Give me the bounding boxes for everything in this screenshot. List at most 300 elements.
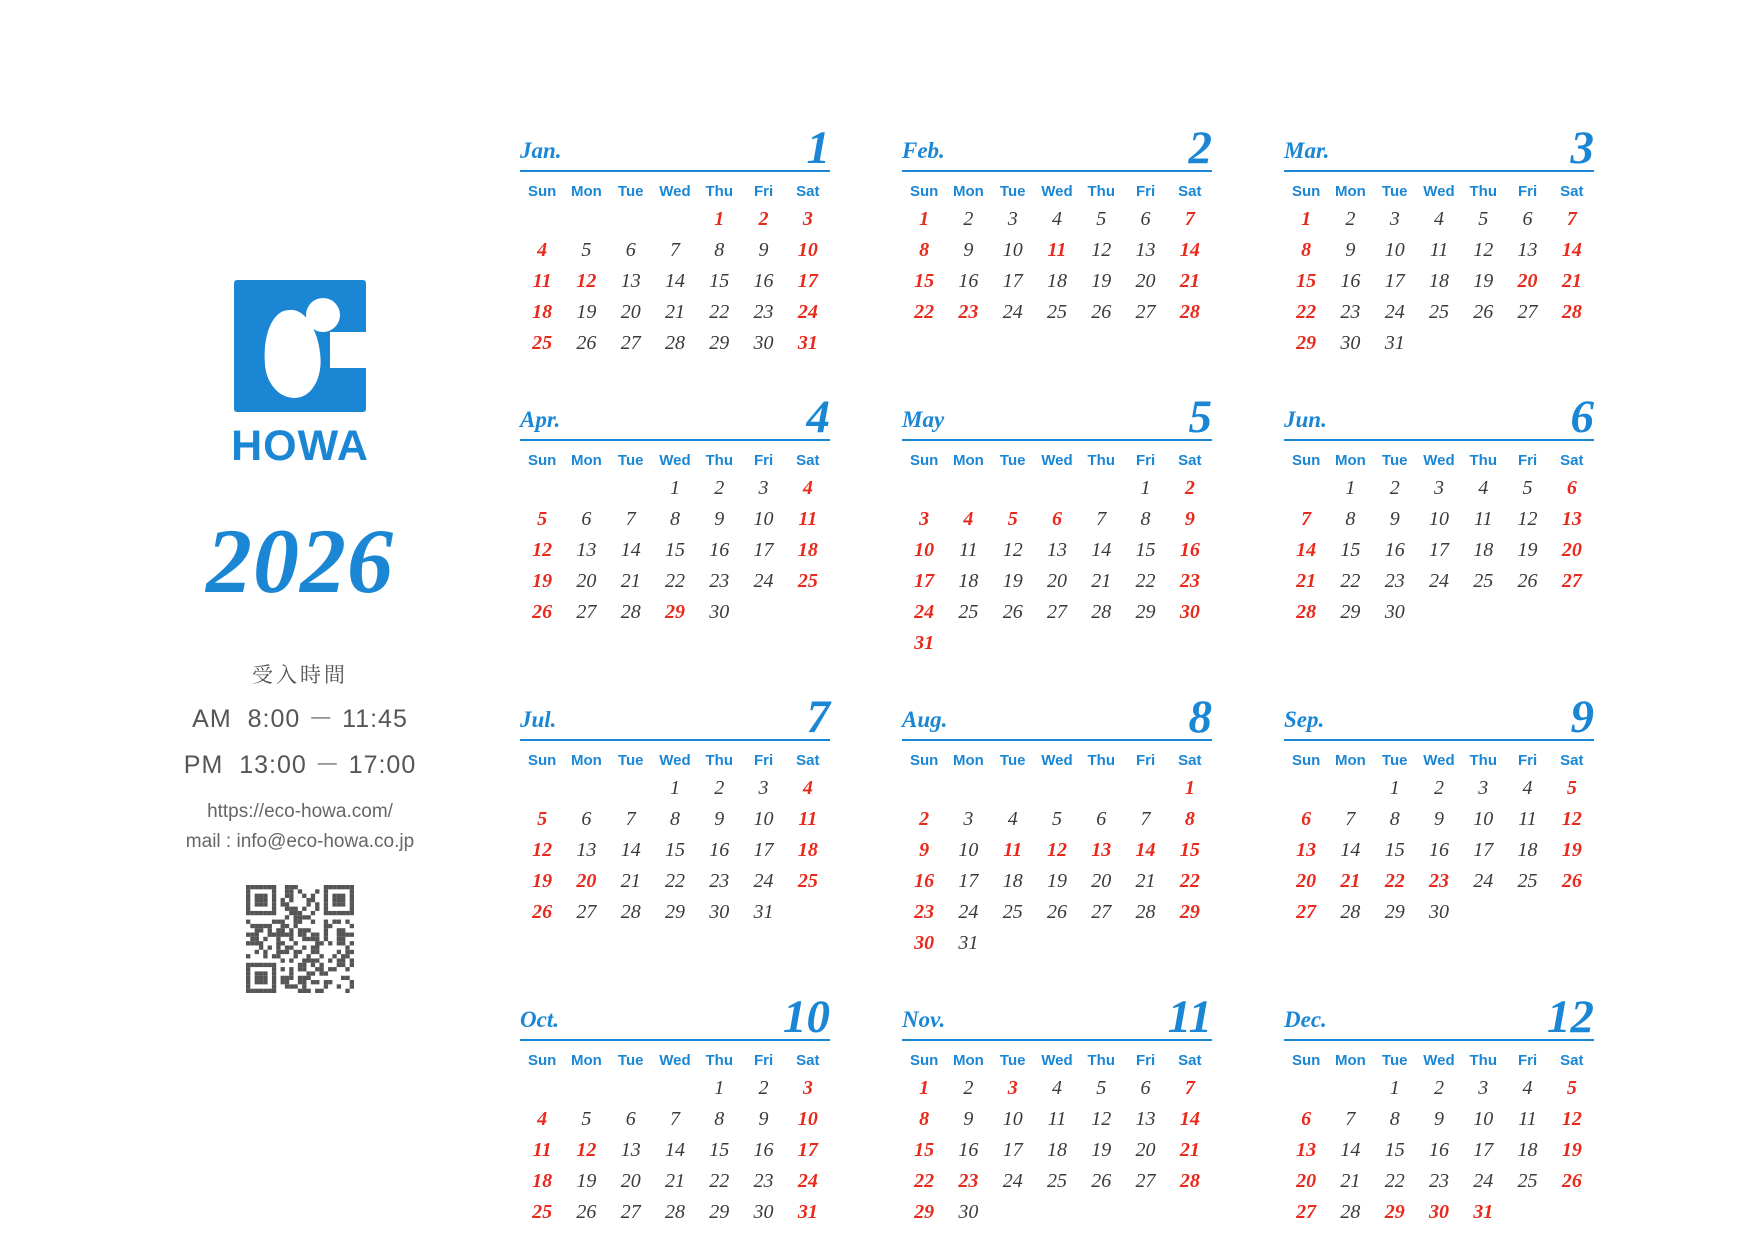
website-url[interactable]: https://eco-howa.com/ (207, 801, 393, 822)
day-cell: 11 (1518, 1108, 1537, 1130)
day-cell: 7 (1140, 808, 1151, 830)
day-cell: 30 (753, 1201, 774, 1223)
holiday-day-cell: 2 (919, 808, 930, 830)
weekday-label: Fri (1135, 452, 1156, 469)
month-number: 11 (1167, 991, 1212, 1043)
weekday-label: Fri (1135, 752, 1156, 769)
holiday-day-cell: 4 (802, 477, 813, 499)
holiday-day-cell: 29 (1296, 332, 1317, 354)
holiday-day-cell: 21 (1179, 1139, 1200, 1161)
month-number: 2 (1188, 122, 1212, 174)
day-cell: 2 (714, 477, 725, 499)
holiday-day-cell: 24 (914, 601, 935, 623)
holiday-day-cell: 22 (1296, 301, 1317, 323)
weekday-label: Tue (617, 183, 644, 200)
day-cell: 10 (1002, 1108, 1023, 1130)
day-cell: 23 (753, 1170, 774, 1192)
week-row (902, 297, 1212, 328)
month-table (1284, 747, 1594, 928)
weekday-label: Mon (571, 183, 602, 200)
month-block (1284, 687, 1594, 959)
week-row (520, 235, 830, 266)
holiday-day-cell: 1 (1184, 777, 1195, 799)
week-row (902, 1135, 1212, 1166)
day-cell: 6 (625, 1108, 636, 1130)
weekday-header-row (520, 747, 830, 773)
day-cell: 12 (1091, 239, 1112, 261)
day-cell: 24 (753, 870, 774, 892)
holiday-day-cell: 23 (1179, 570, 1200, 592)
day-cell: 27 (576, 601, 597, 623)
weekday-label: Sun (909, 1052, 939, 1069)
week-row (902, 504, 1212, 535)
month-name: Jan. (520, 138, 562, 163)
day-cell: 19 (1517, 539, 1538, 561)
month-block (520, 387, 830, 659)
week-row (520, 1135, 830, 1166)
month-table (520, 447, 830, 628)
day-cell: 5 (1478, 208, 1489, 230)
holiday-day-cell: 1 (919, 208, 930, 230)
day-cell: 29 (1384, 901, 1405, 923)
month-name: Aug. (902, 707, 948, 732)
weekday-label: Fri (1517, 752, 1538, 769)
empty-day-cell (1328, 773, 1372, 804)
day-cell: 22 (664, 870, 685, 892)
weekday-label: Thu (705, 183, 734, 200)
day-cell: 30 (753, 332, 774, 354)
day-cell: 8 (1389, 1108, 1400, 1130)
holiday-day-cell: 15 (1179, 839, 1200, 861)
holiday-day-cell: 1 (919, 1077, 930, 1099)
day-cell: 9 (714, 808, 725, 830)
holiday-day-cell: 24 (797, 1170, 818, 1192)
day-cell: 30 (1340, 332, 1361, 354)
day-cell: 15 (1384, 839, 1405, 861)
day-cell: 4 (1007, 808, 1018, 830)
holiday-day-cell: 12 (1561, 808, 1582, 830)
day-cell: 18 (1517, 1139, 1538, 1161)
week-row (902, 473, 1212, 504)
day-cell: 14 (1340, 839, 1361, 861)
day-cell: 24 (1428, 570, 1449, 592)
empty-day-cell (1035, 1197, 1079, 1228)
holiday-day-cell: 21 (1340, 870, 1361, 892)
empty-day-cell (1168, 628, 1212, 659)
holiday-day-cell: 25 (532, 1201, 553, 1223)
week-row (1284, 1073, 1594, 1104)
week-row (520, 297, 830, 328)
day-cell: 5 (1522, 477, 1533, 499)
day-cell: 14 (1340, 1139, 1361, 1161)
holiday-day-cell: 14 (1561, 239, 1582, 261)
day-cell: 18 (1428, 270, 1449, 292)
empty-day-cell (1079, 928, 1123, 959)
day-cell: 24 (753, 570, 774, 592)
weekday-label: Mon (953, 452, 984, 469)
day-cell: 28 (664, 1201, 685, 1223)
holiday-day-cell: 12 (532, 539, 553, 561)
week-row (1284, 473, 1594, 504)
week-row (902, 535, 1212, 566)
empty-day-cell (609, 473, 653, 504)
day-cell: 29 (709, 1201, 730, 1223)
weekday-header-row (902, 1047, 1212, 1073)
empty-day-cell (564, 204, 608, 235)
week-row (520, 773, 830, 804)
month-name: Sep. (1284, 707, 1325, 732)
holiday-day-cell: 16 (914, 870, 935, 892)
holiday-day-cell: 25 (532, 332, 553, 354)
day-cell: 28 (620, 901, 641, 923)
day-cell: 8 (669, 508, 680, 530)
day-cell: 5 (581, 1108, 592, 1130)
weekday-label: Wed (1041, 183, 1073, 200)
day-cell: 6 (1096, 808, 1107, 830)
day-cell: 9 (1433, 1108, 1444, 1130)
holiday-day-cell: 31 (797, 332, 818, 354)
day-cell: 27 (576, 901, 597, 923)
month-block (1284, 387, 1594, 659)
day-cell: 27 (1135, 301, 1156, 323)
hours-am-value: 8:00 － 11:45 (247, 705, 408, 733)
holiday-day-cell: 6 (1301, 1108, 1312, 1130)
month-name: Feb. (902, 138, 945, 163)
weekday-header-row (1284, 447, 1594, 473)
day-cell: 22 (1384, 1170, 1405, 1192)
day-cell: 16 (958, 270, 979, 292)
qr-code-icon[interactable] (246, 885, 354, 993)
day-cell: 9 (1389, 508, 1400, 530)
weekday-label: Sat (1178, 752, 1202, 769)
day-cell: 2 (1389, 477, 1400, 499)
weekday-header-row (520, 178, 830, 204)
empty-day-cell (1461, 597, 1505, 628)
day-cell: 18 (958, 570, 979, 592)
week-row (520, 835, 830, 866)
day-cell: 25 (958, 601, 979, 623)
day-cell: 24 (1002, 301, 1023, 323)
month-header (902, 118, 1212, 172)
week-row (1284, 566, 1594, 597)
day-cell: 21 (1091, 570, 1112, 592)
month-block (1284, 987, 1594, 1228)
week-row (1284, 328, 1594, 359)
empty-day-cell (520, 204, 564, 235)
hours-pm-label: PM (183, 751, 224, 779)
day-cell: 10 (753, 508, 774, 530)
day-cell: 4 (1433, 208, 1444, 230)
day-cell: 27 (620, 332, 641, 354)
day-cell: 25 (1428, 301, 1449, 323)
holiday-day-cell: 19 (1561, 839, 1582, 861)
holiday-day-cell: 2 (1184, 477, 1195, 499)
day-cell: 22 (664, 570, 685, 592)
day-cell: 16 (1340, 270, 1361, 292)
logo-notch-shape (330, 332, 366, 368)
day-cell: 18 (1046, 1139, 1067, 1161)
weekday-label: Fri (1135, 183, 1156, 200)
day-cell: 18 (1517, 839, 1538, 861)
holiday-day-cell: 4 (537, 1108, 548, 1130)
weekday-label: Fri (1517, 452, 1538, 469)
day-cell: 11 (1429, 239, 1449, 261)
week-row (1284, 773, 1594, 804)
weekday-label: Mon (953, 752, 984, 769)
weekday-label: Wed (1423, 1052, 1455, 1069)
weekday-label: Mon (1335, 183, 1366, 200)
day-cell: 7 (1345, 808, 1356, 830)
weekday-header-row (902, 178, 1212, 204)
day-cell: 25 (1046, 301, 1067, 323)
holiday-day-cell: 6 (1051, 508, 1062, 530)
day-cell: 6 (1140, 1077, 1151, 1099)
day-cell: 24 (1473, 1170, 1494, 1192)
day-cell: 6 (625, 239, 636, 261)
day-cell: 6 (1522, 208, 1533, 230)
empty-day-cell (520, 1073, 564, 1104)
day-cell: 20 (620, 1170, 641, 1192)
weekday-label: Fri (753, 1052, 774, 1069)
day-cell: 19 (1473, 270, 1494, 292)
day-cell: 20 (1046, 570, 1067, 592)
holiday-day-cell: 5 (1566, 1077, 1577, 1099)
week-row (1284, 266, 1594, 297)
holiday-day-cell: 12 (1561, 1108, 1582, 1130)
month-table (1284, 178, 1594, 359)
holiday-day-cell: 14 (1135, 839, 1156, 861)
howa-logo-icon (234, 280, 366, 412)
week-row (902, 866, 1212, 897)
day-cell: 25 (1473, 570, 1494, 592)
day-cell: 3 (1478, 1077, 1489, 1099)
month-block (520, 987, 830, 1228)
weekday-label: Wed (659, 1052, 691, 1069)
day-cell: 1 (714, 1077, 725, 1099)
day-cell: 19 (576, 1170, 597, 1192)
holiday-day-cell: 1 (714, 208, 725, 230)
day-cell: 9 (758, 239, 769, 261)
week-row (902, 204, 1212, 235)
empty-day-cell (902, 473, 946, 504)
holiday-day-cell: 18 (797, 539, 818, 561)
month-table (520, 178, 830, 359)
holiday-day-cell: 14 (1179, 239, 1200, 261)
empty-day-cell (1284, 773, 1328, 804)
holiday-day-cell: 30 (1179, 601, 1200, 623)
weekday-label: Tue (1381, 752, 1408, 769)
week-row (902, 1197, 1212, 1228)
day-cell: 15 (664, 539, 685, 561)
weekday-label: Sat (796, 752, 820, 769)
holiday-day-cell: 29 (1384, 1201, 1405, 1223)
holiday-day-cell: 3 (802, 208, 813, 230)
contact-email[interactable]: mail : info@eco-howa.co.jp (185, 831, 415, 852)
day-cell: 30 (1384, 601, 1405, 623)
day-cell: 10 (753, 808, 774, 830)
holiday-day-cell: 10 (797, 1108, 818, 1130)
day-cell: 30 (1428, 901, 1449, 923)
weekday-label: Fri (1135, 1052, 1156, 1069)
day-cell: 20 (1135, 270, 1156, 292)
week-row (1284, 1166, 1594, 1197)
month-name: Mar. (1284, 138, 1330, 163)
holiday-day-cell: 7 (1566, 208, 1577, 230)
week-row (902, 235, 1212, 266)
day-cell: 1 (669, 477, 680, 499)
holiday-day-cell: 6 (1301, 808, 1312, 830)
hours-am-label: AM (192, 705, 232, 733)
day-cell: 18 (1046, 270, 1067, 292)
month-header (902, 387, 1212, 441)
empty-day-cell (564, 1073, 608, 1104)
empty-day-cell (946, 473, 990, 504)
day-cell: 3 (1433, 477, 1444, 499)
day-cell: 27 (1135, 1170, 1156, 1192)
day-cell: 16 (958, 1139, 979, 1161)
day-cell: 22 (709, 1170, 730, 1192)
month-header (1284, 987, 1594, 1041)
empty-day-cell (520, 473, 564, 504)
weekday-label: Sat (1560, 752, 1584, 769)
holiday-day-cell: 13 (1561, 508, 1582, 530)
week-row (520, 535, 830, 566)
month-header (1284, 387, 1594, 441)
holiday-day-cell: 15 (914, 270, 935, 292)
weekday-label: Sun (1291, 752, 1321, 769)
weekday-label: Tue (999, 752, 1026, 769)
holiday-day-cell: 28 (1179, 1170, 1200, 1192)
day-cell: 26 (576, 1201, 597, 1223)
holiday-day-cell: 25 (797, 870, 818, 892)
holiday-day-cell: 13 (1091, 839, 1112, 861)
day-cell: 15 (1135, 539, 1156, 561)
day-cell: 21 (620, 570, 641, 592)
day-cell: 12 (1473, 239, 1494, 261)
holiday-day-cell: 29 (1179, 901, 1200, 923)
day-cell: 16 (709, 839, 730, 861)
day-cell: 16 (1384, 539, 1405, 561)
day-cell: 9 (714, 508, 725, 530)
day-cell: 13 (576, 839, 597, 861)
holiday-day-cell: 21 (1296, 570, 1317, 592)
weekday-label: Wed (1423, 452, 1455, 469)
day-cell: 7 (625, 508, 636, 530)
day-cell: 29 (709, 332, 730, 354)
day-cell: 21 (664, 1170, 685, 1192)
day-cell: 21 (1340, 1170, 1361, 1192)
day-cell: 26 (1091, 301, 1112, 323)
month-block (902, 987, 1212, 1228)
holiday-day-cell: 14 (1296, 539, 1317, 561)
day-cell: 11 (1474, 508, 1493, 530)
weekday-label: Sun (527, 452, 557, 469)
day-cell: 19 (1002, 570, 1023, 592)
holiday-day-cell: 30 (914, 932, 935, 954)
weekday-label: Wed (659, 752, 691, 769)
weekday-label: Tue (999, 1052, 1026, 1069)
empty-day-cell (1550, 1197, 1594, 1228)
week-row (1284, 866, 1594, 897)
month-table (902, 447, 1212, 659)
empty-day-cell (1079, 1197, 1123, 1228)
weekday-header-row (520, 447, 830, 473)
holiday-day-cell: 18 (532, 1170, 553, 1192)
empty-day-cell (1123, 773, 1167, 804)
day-cell: 7 (669, 239, 680, 261)
weekday-label: Thu (705, 452, 734, 469)
day-cell: 10 (1428, 508, 1449, 530)
calendar-year: 2026 (206, 510, 394, 612)
month-name: May (902, 407, 945, 432)
day-cell: 13 (576, 539, 597, 561)
day-cell: 2 (714, 777, 725, 799)
weekday-label: Fri (1517, 183, 1538, 200)
day-cell: 31 (958, 932, 979, 954)
day-cell: 11 (959, 539, 978, 561)
day-cell: 30 (709, 901, 730, 923)
weekday-label: Sat (1178, 452, 1202, 469)
weekday-label: Sun (1291, 452, 1321, 469)
day-cell: 3 (963, 808, 974, 830)
day-cell: 2 (963, 208, 974, 230)
week-row (520, 504, 830, 535)
logo-dot-shape (306, 298, 340, 332)
month-name: Nov. (902, 1007, 946, 1032)
holiday-day-cell: 19 (532, 570, 553, 592)
day-cell: 8 (1140, 508, 1151, 530)
empty-day-cell (1461, 328, 1505, 359)
holiday-day-cell: 31 (797, 1201, 818, 1223)
holiday-day-cell: 6 (1566, 477, 1577, 499)
day-cell: 25 (1002, 901, 1023, 923)
day-cell: 24 (1002, 1170, 1023, 1192)
week-row (520, 566, 830, 597)
empty-day-cell (1417, 597, 1461, 628)
calendar-grid (520, 118, 1670, 1228)
weekday-label: Sat (1560, 183, 1584, 200)
holiday-day-cell: 26 (1561, 870, 1582, 892)
day-cell: 17 (958, 870, 979, 892)
weekday-label: Sat (1560, 452, 1584, 469)
day-cell: 27 (620, 1201, 641, 1223)
day-cell: 27 (1517, 301, 1538, 323)
month-block (1284, 118, 1594, 359)
month-table (1284, 1047, 1594, 1228)
holiday-day-cell: 29 (914, 1201, 935, 1223)
hours-am-row (120, 699, 480, 735)
day-cell: 8 (1345, 508, 1356, 530)
holiday-day-cell: 20 (1296, 870, 1317, 892)
weekday-label: Sat (1178, 1052, 1202, 1069)
week-row (1284, 835, 1594, 866)
holiday-day-cell: 23 (1428, 870, 1449, 892)
weekday-label: Sat (796, 183, 820, 200)
day-cell: 17 (753, 839, 774, 861)
holiday-day-cell: 4 (963, 508, 974, 530)
day-cell: 13 (620, 1139, 641, 1161)
holiday-day-cell: 25 (797, 570, 818, 592)
day-cell: 21 (1135, 870, 1156, 892)
holiday-day-cell: 27 (1296, 1201, 1317, 1223)
holiday-day-cell: 26 (1561, 1170, 1582, 1192)
holiday-day-cell: 19 (532, 870, 553, 892)
weekday-label: Tue (999, 183, 1026, 200)
day-cell: 25 (1517, 870, 1538, 892)
empty-day-cell (1284, 1073, 1328, 1104)
month-block (520, 118, 830, 359)
holiday-day-cell: 4 (802, 777, 813, 799)
